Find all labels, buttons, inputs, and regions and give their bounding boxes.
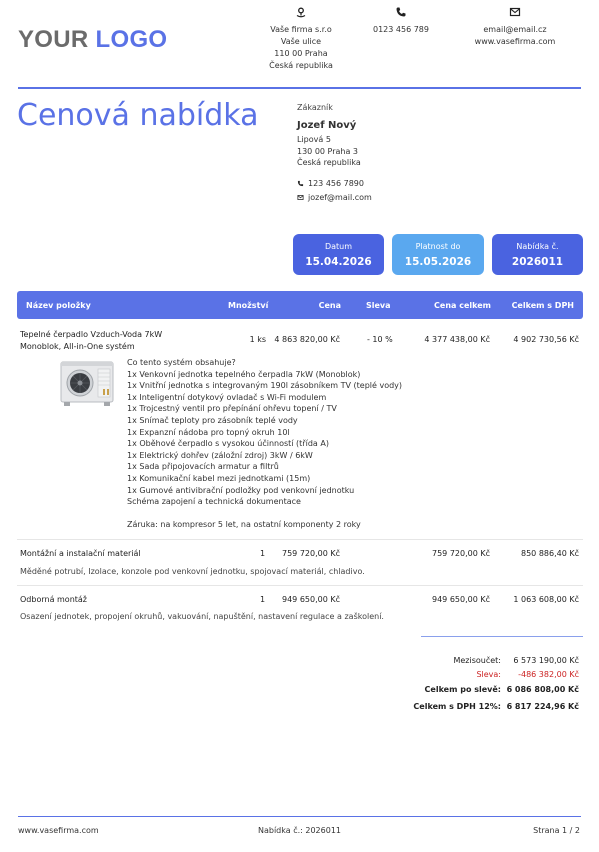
included-item: 1x Inteligentní dotykový ovladač s Wi-Fi modulem [127, 392, 327, 402]
included-item: 1x Expanzní nádoba pro topný okruh 10l [127, 427, 290, 437]
logo-part1: YOUR [18, 26, 89, 53]
company-email-block [470, 6, 560, 48]
validity-box [392, 234, 484, 275]
included-item: 1x Venkovní jednotka tepelného čerpadla 7kW (Monoblok) [127, 369, 361, 379]
after-discount-label: Celkem po slevě: [424, 685, 501, 694]
col-header-discount: Sleva [366, 301, 391, 310]
company-address-block [262, 6, 340, 72]
item-price: 759 720,00 Kč [282, 549, 340, 558]
item-total: 949 650,00 Kč [432, 595, 490, 604]
phone-icon [365, 6, 437, 22]
company-web: www.vasefirma.com [474, 37, 556, 46]
item-qty: 1 [260, 549, 266, 558]
customer-name: Jozef Nový [297, 119, 357, 131]
included-item: 1x Vnitřní jednotka s integrovaným 190l zásobníkem TV (teplé vody) [127, 381, 403, 391]
company-country: Česká republika [269, 61, 333, 70]
footer-offer-number: Nabídka č.: 2026011 [257, 826, 341, 835]
included-item: 1x Komunikační kabel mezi jednotkami (15m) [127, 473, 311, 483]
date-label: Datum [324, 242, 353, 251]
included-list [127, 357, 402, 531]
item-total: 759 720,00 Kč [432, 549, 490, 558]
logo-part2: LOGO [95, 26, 168, 53]
document-title: Cenová nabídka [17, 98, 259, 133]
items-table-header [17, 291, 583, 319]
customer-phone-row [297, 178, 372, 190]
item-name-line: Tepelné čerpadlo Vzduch-Voda 7kW [20, 330, 163, 339]
discount-value: -486 382,00 Kč [518, 670, 579, 679]
item-total-vat: 4 902 730,56 Kč [513, 335, 579, 344]
offer-number-label: Nabídka č. [516, 242, 559, 251]
included-item: Schéma zapojení a technická dokumentace [127, 497, 301, 507]
footer-divider [18, 816, 581, 817]
item-name-line: Monoblok, All-in-One systém [20, 341, 135, 351]
phone-icon [297, 180, 304, 187]
included-item: 1x Snímač teploty pro zásobník teplé vody [127, 415, 298, 425]
date-box [293, 234, 384, 275]
after-discount-value: 6 086 808,00 Kč [506, 685, 579, 694]
item-total-vat: 1 063 608,00 Kč [513, 595, 579, 604]
item-price: 4 863 820,00 Kč [274, 335, 340, 344]
footer-page-number: Strana 1 / 2 [533, 826, 580, 835]
included-item: 1x Trojcestný ventil pro přepínání ohřevu topení / TV [127, 404, 337, 414]
company-phone: 0123 456 789 [373, 25, 429, 34]
col-header-total-vat: Celkem s DPH [511, 301, 574, 310]
mail-icon [297, 194, 304, 201]
customer-phone: 123 456 7890 [308, 178, 364, 188]
validity-value: 15.05.2026 [404, 256, 472, 268]
item-description: Osazení jednotek, propojení okruhů, vakuování, napuštění, nastavení regulace a zaškolení. [20, 612, 384, 621]
item-name: Montážní a instalační materiál [20, 549, 141, 558]
item-price: 949 650,00 Kč [282, 595, 340, 604]
item-total: 4 377 438,00 Kč [424, 335, 490, 344]
summary-divider [421, 636, 583, 637]
col-header-qty: Množství [228, 301, 269, 310]
offer-number-value: 2026011 [511, 256, 564, 268]
included-item: 1x Oběhové čerpadlo s vysokou účinností (třída A) [127, 439, 329, 449]
mail-icon [470, 6, 560, 22]
company-city: 110 00 Praha [274, 49, 328, 58]
item-qty: 1 [260, 595, 266, 604]
company-email: email@email.cz [483, 25, 547, 34]
discount-label: Sleva: [476, 670, 501, 679]
vat-total-value: 6 817 224,96 Kč [506, 702, 579, 711]
included-item: 1x Elektrický dohřev (záložní zdroj) 3kW / 6kW [127, 450, 313, 460]
col-header-price: Cena [318, 301, 341, 310]
offer-number-box [492, 234, 583, 275]
row-divider [17, 585, 583, 586]
item-name: Odborná montáž [20, 595, 88, 604]
customer-block [297, 102, 372, 204]
company-logo [18, 26, 167, 54]
customer-street: Lipová 5 [297, 135, 331, 144]
included-item: 1x Gumové antivibrační podložky pod venkovní jednotku [127, 485, 355, 495]
item-name [20, 329, 162, 352]
subtotal-label: Mezisoučet: [453, 656, 501, 665]
company-phone-block [365, 6, 437, 36]
customer-city: 130 00 Praha 3 [297, 146, 359, 156]
included-heading: Co tento systém obsahuje? [127, 358, 236, 367]
subtotal-value: 6 573 190,00 Kč [513, 656, 579, 665]
warranty-note: Záruka: na kompresor 5 let, na ostatní komponenty 2 roky [127, 520, 361, 530]
company-street: Vaše ulice [280, 37, 322, 46]
customer-country: Česká republika [297, 158, 361, 167]
customer-label: Zákazník [297, 103, 333, 112]
header-divider [18, 87, 581, 89]
item-total-vat: 850 886,40 Kč [521, 549, 579, 558]
col-header-name: Název položky [26, 301, 91, 310]
customer-email: jozef@mail.com [308, 193, 372, 202]
item-description: Měděné potrubí, Izolace, konzole pod venkovní jednotku, spojovací materiál, chladivo. [20, 567, 365, 576]
col-header-total: Cena celkem [434, 301, 491, 310]
location-pin-icon [262, 6, 340, 22]
date-value: 15.04.2026 [305, 256, 372, 268]
vat-total-label: Celkem s DPH 12%: [413, 702, 501, 711]
included-spacer [127, 508, 402, 520]
footer-web: www.vasefirma.com [18, 826, 99, 835]
validity-label: Platnost do [415, 242, 461, 251]
included-item: 1x Sada připojovacích armatur a filtrů [127, 462, 279, 472]
company-name: Vaše firma s.r.o [270, 25, 332, 34]
item-discount: - 10 % [367, 335, 393, 344]
heat-pump-image [60, 361, 114, 407]
customer-email-row [297, 192, 372, 204]
row-divider [17, 539, 583, 540]
item-qty: 1 ks [249, 335, 266, 344]
